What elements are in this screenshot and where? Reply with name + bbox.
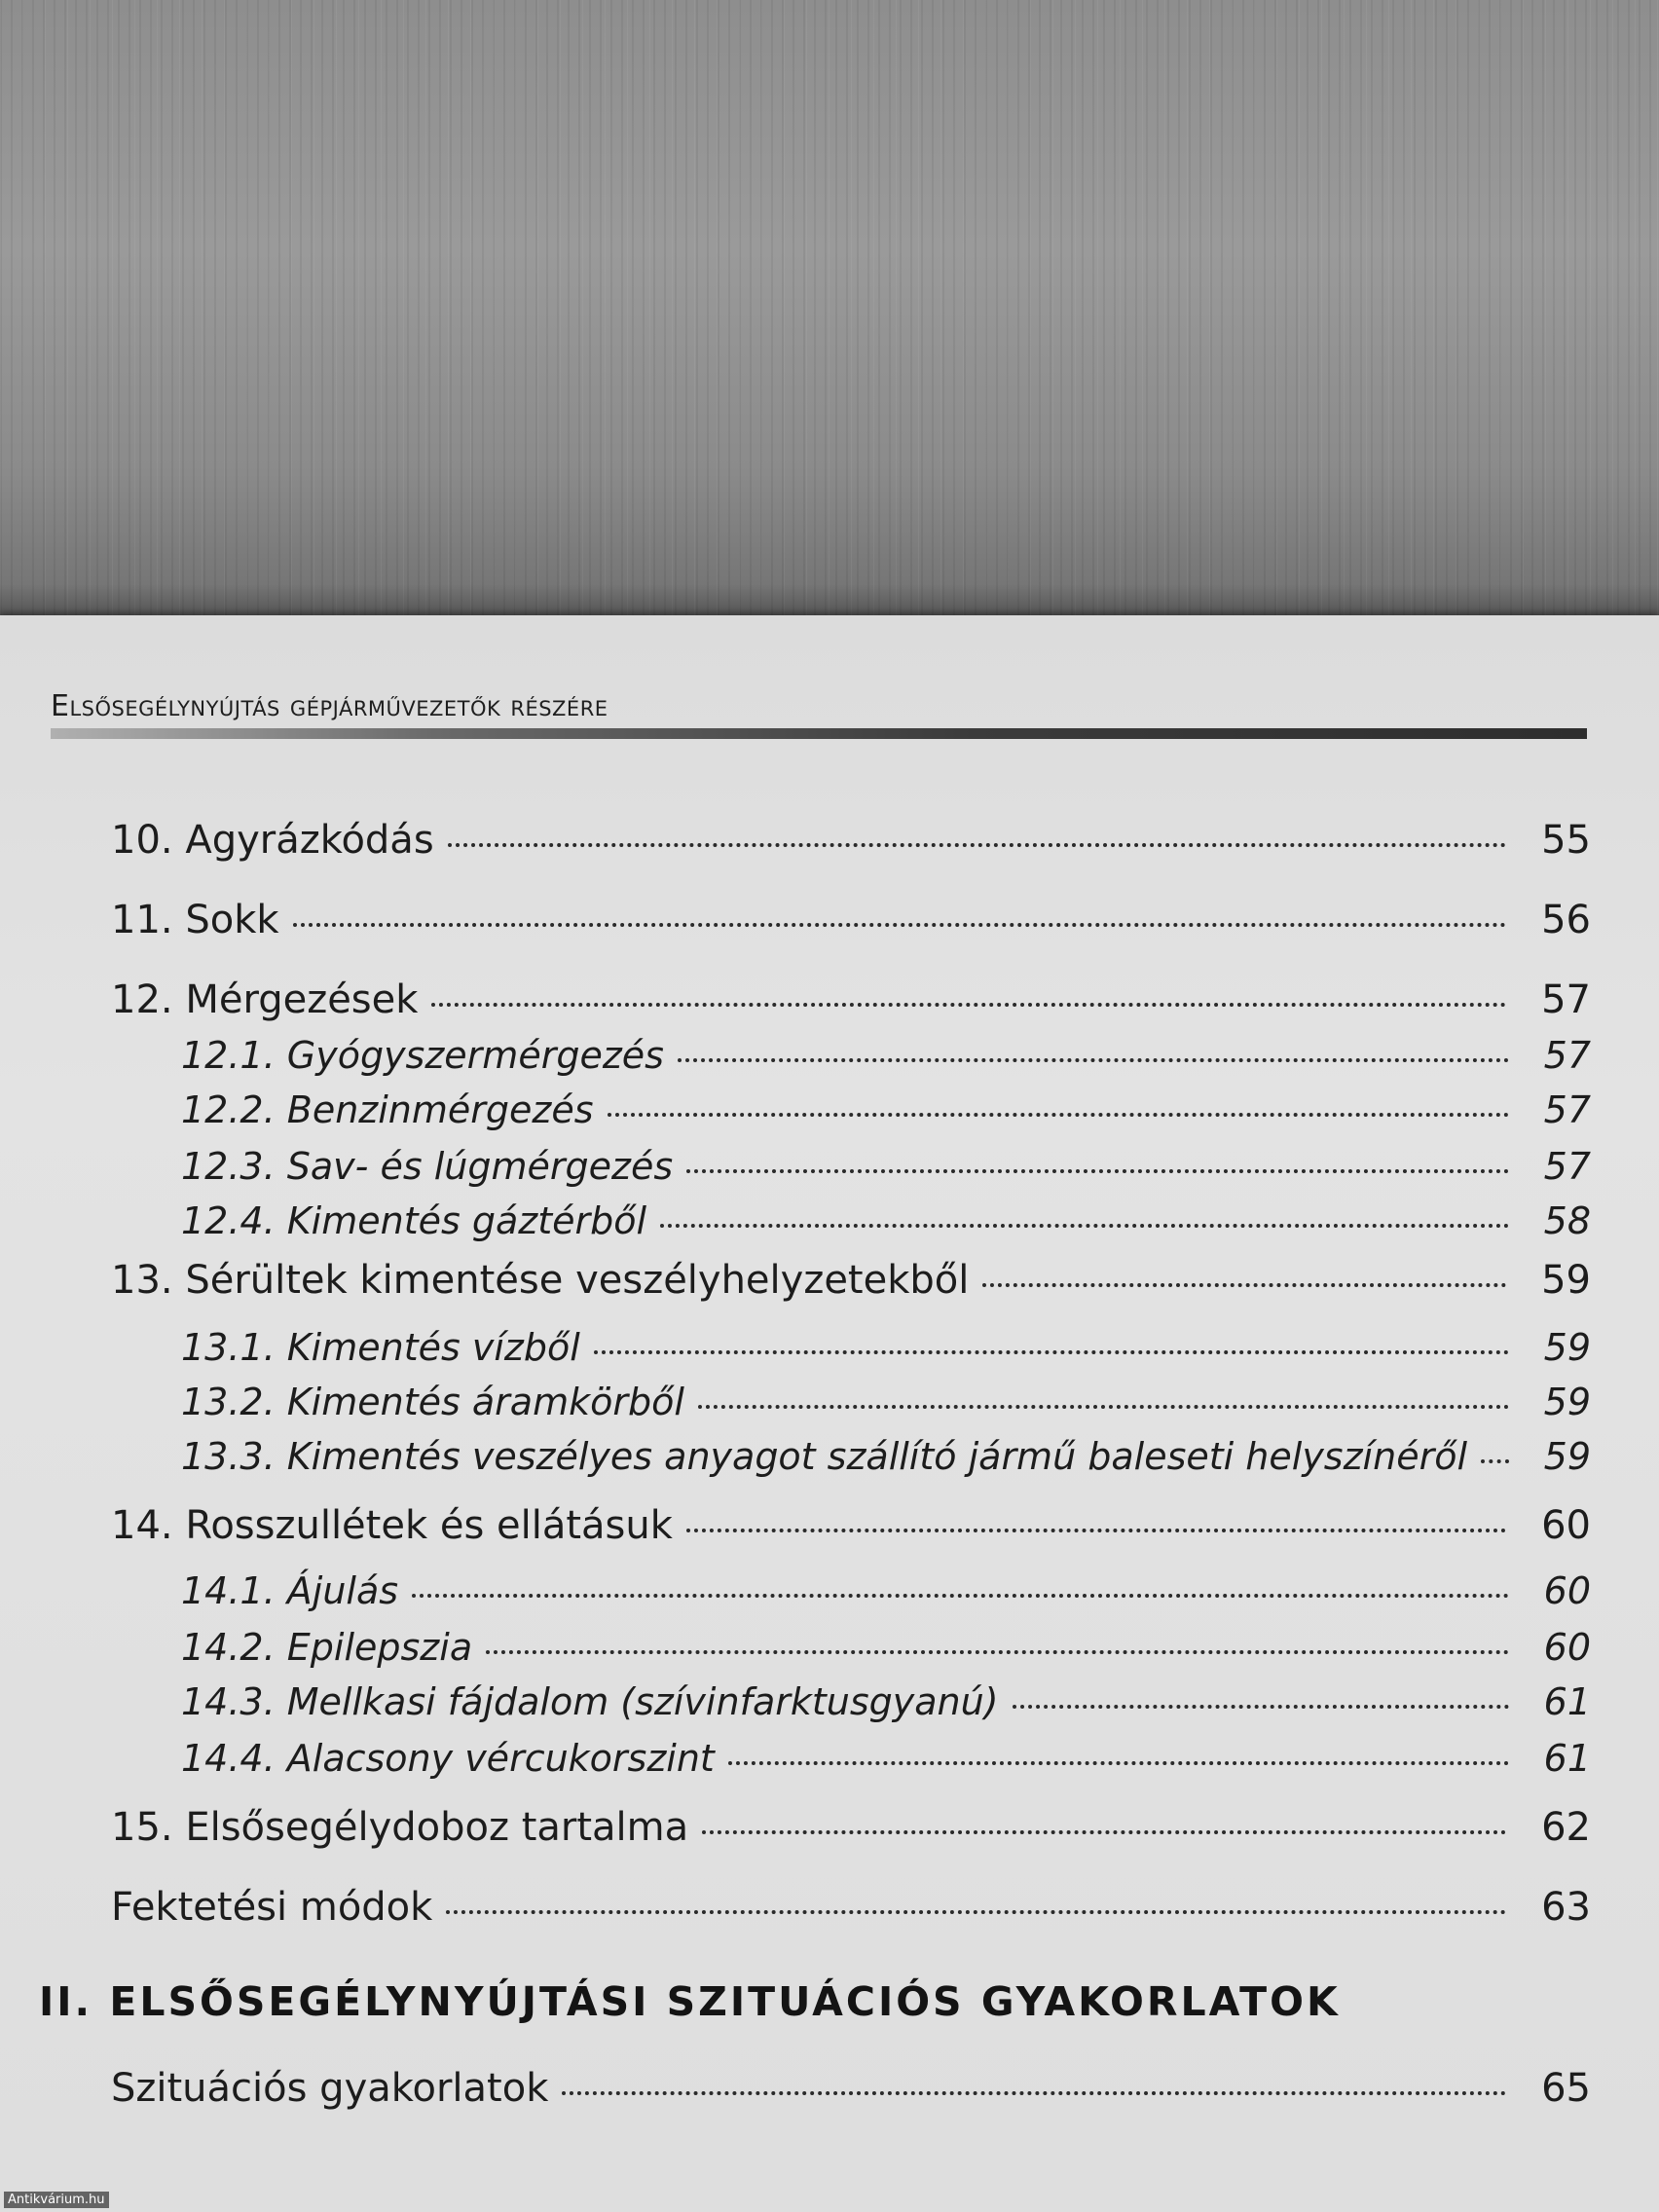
dot-leader (431, 1003, 1506, 1007)
toc-subentry (181, 1326, 1591, 1369)
toc-subentry (181, 1381, 1591, 1423)
dot-leader (446, 1910, 1506, 1914)
toc-entry-label: 12. Mérgezések (111, 977, 419, 1022)
toc-entry-label: 14. Rosszullétek és ellátásuk (111, 1503, 673, 1548)
dot-leader (660, 1224, 1509, 1228)
toc-entry (111, 818, 1591, 863)
dot-leader (448, 843, 1506, 847)
toc-page-number: 60 (1543, 1569, 1591, 1612)
toc-subentry (181, 1088, 1591, 1131)
toc-entry (111, 898, 1591, 942)
toc-page-number: 62 (1541, 1805, 1591, 1850)
part-heading: II. ELSŐSEGÉLYNYÚJTÁSI SZITUÁCIÓS GYAKORLATOK (39, 1978, 1341, 2025)
watermark: Antikvárium.hu (4, 2192, 109, 2208)
dot-leader (686, 1169, 1509, 1173)
dot-leader (698, 1405, 1509, 1409)
toc-entry-label: 12.2. Benzinmérgezés (181, 1088, 594, 1131)
toc-entry-label: 14.4. Alacsony vércukorszint (181, 1737, 715, 1780)
toc-entry-label: Szituációs gyakorlatok (111, 2066, 549, 2111)
dot-leader (728, 1761, 1509, 1765)
table-surface (0, 0, 1659, 623)
dot-leader (702, 1830, 1506, 1834)
toc-page-number: 59 (1541, 1258, 1591, 1303)
dot-leader (412, 1594, 1509, 1598)
toc-page-number: 59 (1543, 1381, 1591, 1423)
toc-page-number: 63 (1541, 1885, 1591, 1930)
dot-leader (982, 1283, 1506, 1287)
toc-entry (111, 1503, 1591, 1548)
toc-subentry (181, 1034, 1591, 1077)
toc-entry-label: 12.4. Kimentés gáztérből (181, 1199, 647, 1242)
toc-page-number: 57 (1543, 1088, 1591, 1131)
toc-page-number: 61 (1543, 1737, 1591, 1780)
toc-page-number: 58 (1543, 1199, 1591, 1242)
toc-page-number: 65 (1541, 2066, 1591, 2111)
running-head: Elsősegélynyújtás gépjárművezetők részére (51, 689, 608, 723)
toc-entry (111, 2066, 1591, 2111)
toc-subentry (181, 1435, 1591, 1478)
toc-subentry (181, 1145, 1591, 1188)
toc-entry-label: 12.3. Sav- és lúgmérgezés (181, 1145, 674, 1188)
header-rule (51, 728, 1587, 739)
dot-leader (1481, 1459, 1509, 1463)
toc-entry-label: 14.3. Mellkasi fájdalom (szívinfarktusgyanú) (181, 1680, 999, 1723)
dot-leader (486, 1650, 1509, 1654)
dot-leader (293, 923, 1507, 927)
toc-entry-label: 15. Elsősegélydoboz tartalma (111, 1805, 689, 1850)
toc-entry-label: 10. Agyrázkódás (111, 818, 434, 863)
toc-page-number: 59 (1543, 1326, 1591, 1369)
toc-subentry (181, 1680, 1591, 1723)
toc-page-number: 55 (1541, 818, 1591, 863)
toc-entry-label: 13.1. Kimentés vízből (181, 1326, 580, 1369)
dot-leader (678, 1058, 1509, 1062)
toc-page-number: 61 (1543, 1680, 1591, 1723)
toc-entry-label: 13.2. Kimentés áramkörből (181, 1381, 684, 1423)
dot-leader (1013, 1705, 1509, 1709)
toc-entry (111, 1805, 1591, 1850)
dot-leader (608, 1113, 1509, 1117)
toc-entry (111, 1885, 1591, 1930)
book-page (0, 615, 1659, 2212)
dot-leader (686, 1529, 1506, 1532)
toc-page-number: 60 (1543, 1626, 1591, 1669)
toc-page-number: 57 (1541, 977, 1591, 1022)
toc-entry-label: 11. Sokk (111, 898, 279, 942)
toc-entry-label: 12.1. Gyógyszermérgezés (181, 1034, 664, 1077)
toc-entry (111, 1258, 1591, 1303)
toc-entry-label: 13.3. Kimentés veszélyes anyagot szállító jármű baleseti helyszínéről (181, 1435, 1468, 1478)
toc-page-number: 57 (1543, 1145, 1591, 1188)
toc-page-number: 57 (1543, 1034, 1591, 1077)
toc-subentry (181, 1199, 1591, 1242)
toc-entry (111, 977, 1591, 1022)
toc-entry-label: Fektetési módok (111, 1885, 433, 1930)
toc-entry-label: 13. Sérültek kimentése veszélyhelyzetekből (111, 1258, 970, 1303)
toc-page-number: 60 (1541, 1503, 1591, 1548)
toc-subentry (181, 1626, 1591, 1669)
dot-leader (594, 1350, 1509, 1354)
toc-entry-label: 14.2. Epilepszia (181, 1626, 473, 1669)
toc-subentry (181, 1569, 1591, 1612)
dot-leader (562, 2091, 1506, 2095)
toc-page-number: 56 (1541, 898, 1591, 942)
toc-entry-label: 14.1. Ájulás (181, 1569, 399, 1612)
toc-page-number: 59 (1543, 1435, 1591, 1478)
toc-subentry (181, 1737, 1591, 1780)
